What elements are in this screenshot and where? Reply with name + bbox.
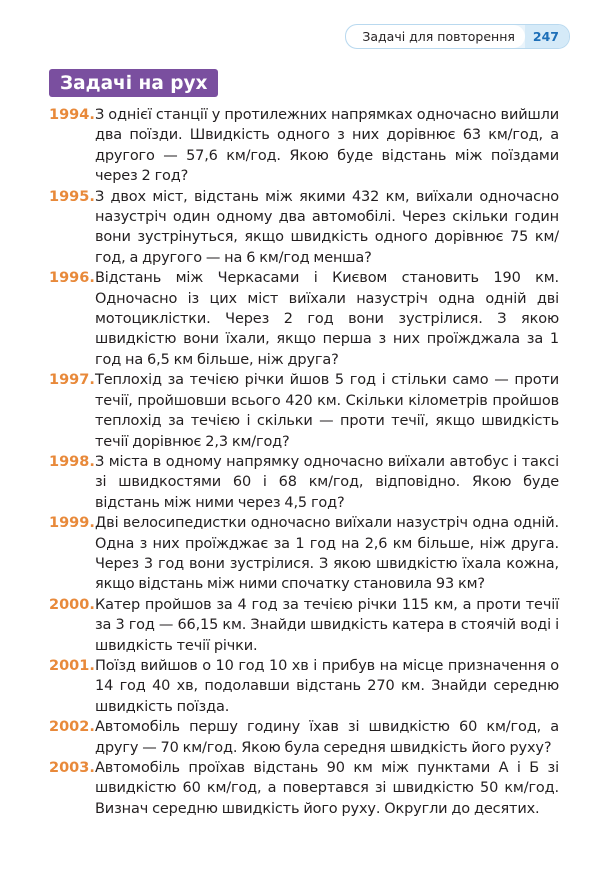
- problem-item: [49, 187, 559, 269]
- problem-number: 1994.: [49, 107, 95, 123]
- page-number: 247: [525, 25, 569, 48]
- problem-text: Поїзд вийшов о 10 год 10 хв і прибув на місце призначення о 14 год 40 хв, подолавши відстань 270 км. Знайди середню швидкість поїзда.: [95, 657, 559, 715]
- problem-number: 2000.: [49, 596, 95, 613]
- problem-item: [49, 452, 559, 513]
- problem-text: Теплохід за течією річки йшов 5 год і стільки само — проти течії, пройшовши всього 420 км. Скільки кілометрів пройшов теплохід за течією і скільки — проти течії, якщо швидкість течії дорівнює 2,3 км/год?: [95, 372, 559, 450]
- problem-number: 2001.: [49, 657, 95, 674]
- problem-text: Автомобіль першу годину їхав зі швидкістю 60 км/год, а другу — 70 км/год. Якою була середня швидкість його руху?: [95, 719, 559, 756]
- problem-item: [49, 513, 559, 595]
- problem-number: 1995.: [49, 188, 95, 205]
- problem-text: З двох міст, відстань між якими 432 км, виїхали одночасно назустріч один одному два автомобілі. Через скільки годин вони зустрінуться, якщо швидкість одного дорівнює 75 км/год, а другого — на 6 км/год менша?: [95, 188, 559, 266]
- running-header-title: Задачі для повторення: [346, 25, 525, 48]
- problem-text: Відстань між Черкасами і Києвом становить 190 км. Одночасно із цих міст виїхали назустріч одна одній дві мотоциклістки. Через 2 год вони зустрілися. З якою швидкістю вони їхали, якщо перша з них проїжджала за 1 год на 6,5 км більше, ніж друга?: [95, 270, 559, 368]
- problem-number: 1996.: [49, 270, 95, 287]
- section-title: Задачі на рух: [49, 69, 218, 97]
- problem-item: [49, 370, 559, 452]
- problem-text: З міста в одному напрямку одночасно виїхали автобус і таксі зі швидкостями 60 і 68 км/год, відповідно. Якою буде відстань між ними через 4,5 год?: [95, 453, 559, 511]
- problem-number: 2002.: [49, 719, 95, 736]
- problem-list: [49, 105, 559, 819]
- problem-item: [49, 595, 559, 656]
- problem-item: [49, 656, 559, 717]
- problem-item: [49, 717, 559, 758]
- running-header: [345, 24, 570, 49]
- problem-number: 2003.: [49, 760, 95, 776]
- problem-item: [49, 105, 559, 187]
- problem-text: З однієї станції у протилежних напрямках одночасно вийшли два поїзди. Швидкість одного з них дорівнює 63 км/год, а другого — 57,6 км/год. Якою буде відстань між поїздами через 2 год?: [95, 107, 559, 185]
- problem-number: 1998.: [49, 453, 95, 470]
- problem-item: [49, 268, 559, 370]
- problem-number: 1999.: [49, 515, 95, 532]
- problem-item: [49, 758, 559, 819]
- problem-text: Дві велосипедистки одночасно виїхали назустріч одна одній. Одна з них проїжджає за 1 год на 2,6 км більше, ніж друга. Через 3 год вони зустрілися. З якою швидкістю їхала кожна, якщо відстань між ними спочатку становила 93 км?: [95, 515, 559, 593]
- problem-text: Катер пройшов за 4 год за течією річки 115 км, а проти течії за 3 год — 66,15 км. Знайди швидкість катера в стоячій воді і швидкість течії річки.: [95, 596, 559, 654]
- problem-text: Автомобіль проїхав відстань 90 км між пунктами А і Б зі швидкістю 60 км/год, а повертався зі швидкістю 50 км/год. Визнач середню швидкість його руху. Округли до десятих.: [95, 760, 559, 817]
- problem-number: 1997.: [49, 372, 95, 389]
